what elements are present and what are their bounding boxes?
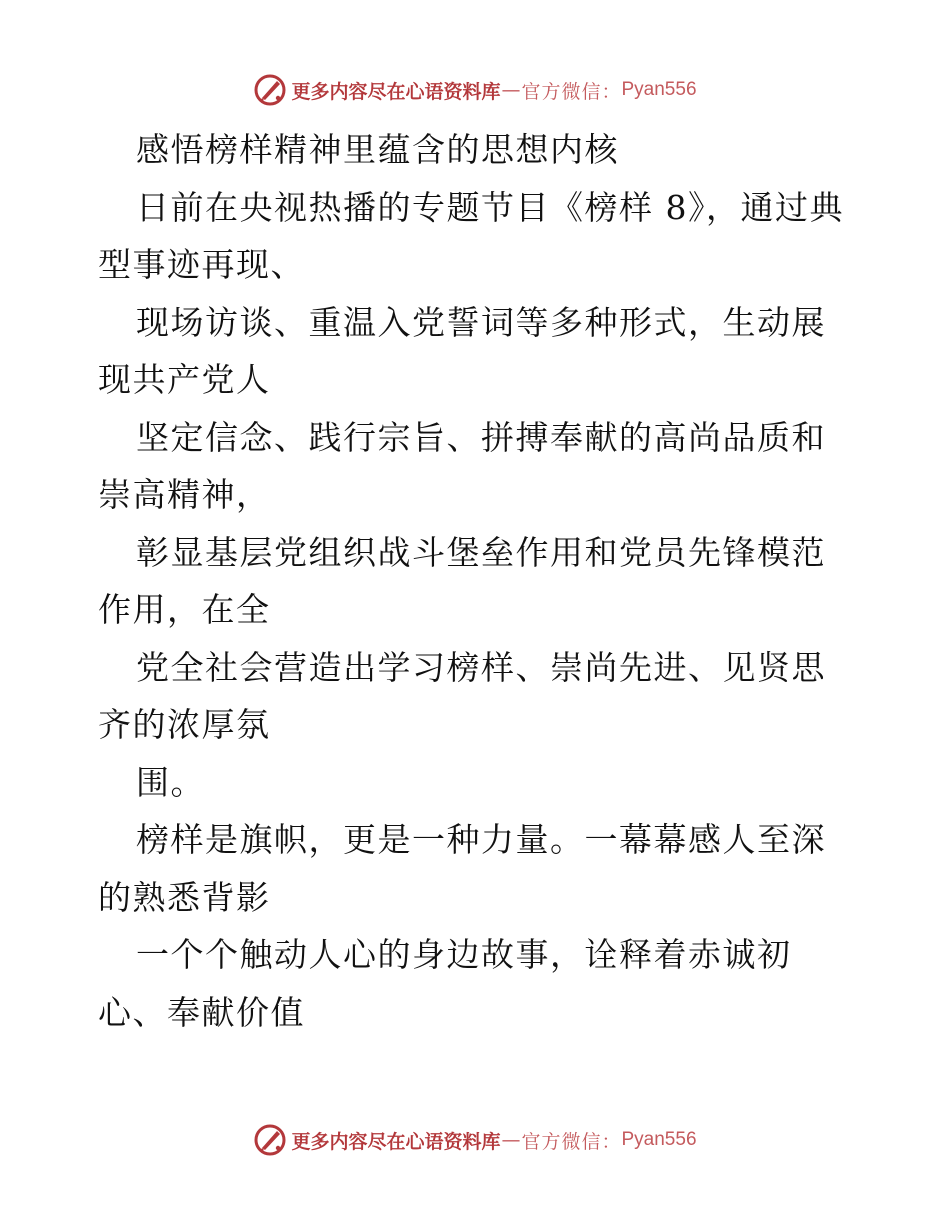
paragraph: 日前在央视热播的专题节目《榜样 8》，通过典型事迹再现、 bbox=[98, 187, 844, 284]
banner-separator: — bbox=[501, 79, 521, 101]
banner-separator: — bbox=[501, 1129, 521, 1151]
paragraph: 围。 bbox=[136, 762, 205, 802]
banner-subtitle: 官方微信： bbox=[521, 1130, 622, 1153]
paragraph: 榜样是旗帜，更是一种力量。一幕幕感人至深的熟悉背影 bbox=[98, 820, 826, 917]
banner-main-text: 更多内容尽在心语资料库 bbox=[291, 1130, 501, 1153]
document-body bbox=[98, 121, 858, 1041]
paragraph: 一个个触动人心的身边故事，诠释着赤诚初心、奉献价值 bbox=[98, 935, 792, 1032]
banner-account: Pyan556 bbox=[621, 79, 697, 100]
footer-banner bbox=[0, 1120, 950, 1160]
quill-logo-icon bbox=[253, 1123, 287, 1157]
banner-main-text: 更多内容尽在心语资料库 bbox=[291, 80, 501, 103]
header-banner bbox=[0, 70, 950, 110]
paragraph: 彰显基层党组织战斗堡垒作用和党员先锋模范作用，在全 bbox=[98, 532, 826, 629]
paragraph: 坚定信念、践行宗旨、拼搏奉献的高尚品质和崇高精神， bbox=[98, 417, 826, 514]
banner-account: Pyan556 bbox=[621, 1129, 697, 1150]
quill-logo-icon bbox=[253, 73, 287, 107]
paragraph: 党全社会营造出学习榜样、崇尚先进、见贤思齐的浓厚氛 bbox=[98, 647, 826, 744]
document-title: 感悟榜样精神里蕴含的思想内核 bbox=[136, 130, 619, 169]
paragraph: 现场访谈、重温入党誓词等多种形式，生动展现共产党人 bbox=[98, 302, 826, 399]
banner-subtitle: 官方微信： bbox=[521, 80, 622, 103]
